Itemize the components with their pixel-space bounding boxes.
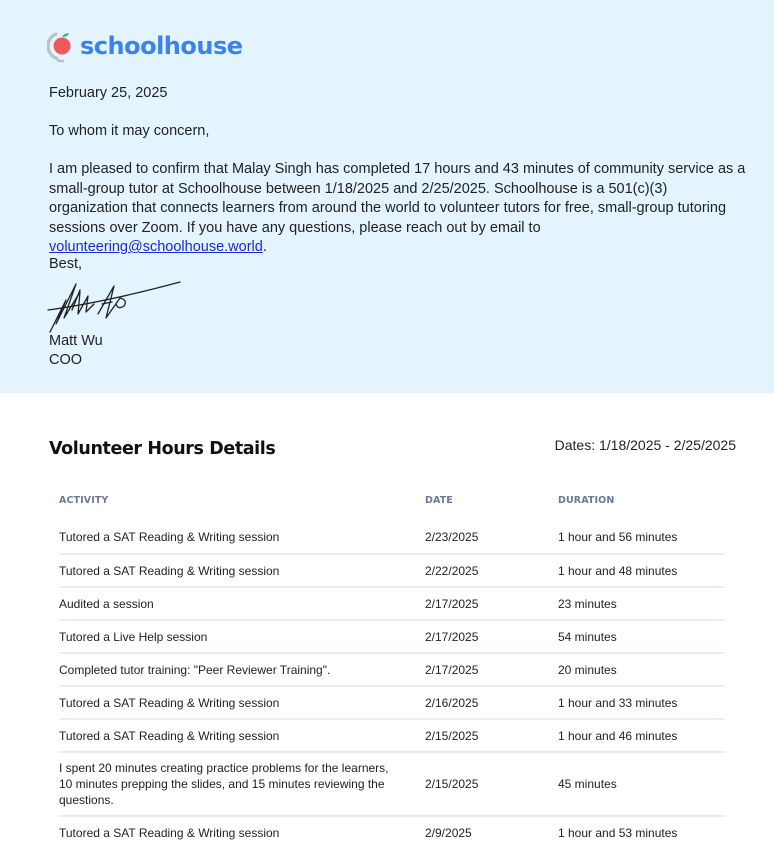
column-header-activity: ACTIVITY	[59, 494, 109, 506]
duration-cell: 1 hour and 33 minutes	[558, 695, 678, 710]
schoolhouse-logo	[47, 30, 243, 64]
activity-cell: I spent 20 minutes creating practice problems for the learners, 10 minutes prepping the slides, and 15 minutes reviewing the questions.	[59, 761, 389, 807]
letter-body-text: I am pleased to confirm that Malay Singh has completed 17 hours and 43 minutes of community service as a small-group tutor at Schoolhouse between 1/18/2025 and 2/25/2025. Schoolhouse is a 501(c)(3) organization that connects learners from around the world to volunteer tutors for free, small-group tutoring sessions over Zoom. If you have any questions, please reach out by email to	[49, 161, 746, 236]
letter-date: February 25, 2025	[49, 85, 168, 101]
activity-cell: Tutored a SAT Reading & Writing session	[59, 529, 280, 544]
table-body	[59, 520, 725, 843]
date-cell: 2/16/2025	[425, 695, 479, 710]
activity-cell: Audited a session	[59, 596, 154, 611]
signer-title: COO	[49, 352, 83, 368]
activity-cell: Tutored a SAT Reading & Writing session	[59, 695, 280, 710]
date-cell: 2/23/2025	[425, 529, 479, 544]
activity-cell: Tutored a SAT Reading & Writing session	[59, 563, 280, 578]
duration-cell: 1 hour and 46 minutes	[558, 728, 678, 743]
activity-cell: Tutored a SAT Reading & Writing session	[59, 825, 280, 840]
date-cell: 2/17/2025	[425, 596, 479, 611]
letter-body-end: .	[262, 239, 267, 255]
signature-image	[46, 274, 186, 336]
table-row	[59, 751, 725, 815]
letter-body	[49, 160, 749, 258]
volunteer-hours-table	[59, 490, 725, 843]
duration-cell: 45 minutes	[558, 777, 617, 791]
details-date-range: Dates: 1/18/2025 - 2/25/2025	[554, 437, 736, 453]
table-header	[59, 490, 725, 510]
duration-cell: 1 hour and 53 minutes	[558, 825, 678, 840]
table-row	[59, 619, 725, 652]
column-header-duration: DURATION	[558, 494, 615, 506]
letter-closing: Best,	[49, 256, 83, 272]
date-cell: 2/15/2025	[425, 777, 479, 791]
activity-cell: Tutored a SAT Reading & Writing session	[59, 728, 280, 743]
duration-cell: 1 hour and 48 minutes	[558, 563, 678, 578]
date-cell: 2/15/2025	[425, 728, 479, 743]
activity-cell: Completed tutor training: "Peer Reviewer Training".	[59, 662, 331, 677]
apple-globe-icon	[47, 30, 75, 64]
table-row	[59, 685, 725, 718]
details-title: Volunteer Hours Details	[49, 439, 276, 459]
table-row	[59, 718, 725, 751]
duration-cell: 1 hour and 56 minutes	[558, 529, 678, 544]
date-cell: 2/22/2025	[425, 563, 479, 578]
table-row	[59, 652, 725, 685]
letter-section	[0, 0, 774, 393]
date-cell: 2/9/2025	[425, 825, 472, 840]
email-link[interactable]: volunteering@schoolhouse.world	[49, 239, 263, 255]
table-row	[59, 586, 725, 619]
date-cell: 2/17/2025	[425, 662, 479, 677]
brand-name: schoolhouse	[80, 32, 243, 60]
duration-cell: 20 minutes	[558, 662, 617, 677]
table-row	[59, 520, 725, 553]
table-row	[59, 553, 725, 586]
date-cell: 2/17/2025	[425, 629, 479, 644]
duration-cell: 23 minutes	[558, 596, 617, 611]
table-row	[59, 815, 725, 843]
duration-cell: 54 minutes	[558, 629, 617, 644]
column-header-date: DATE	[425, 494, 453, 506]
letter-greeting: To whom it may concern,	[49, 123, 210, 139]
activity-cell: Tutored a Live Help session	[59, 629, 208, 644]
signer-name: Matt Wu	[49, 333, 103, 349]
